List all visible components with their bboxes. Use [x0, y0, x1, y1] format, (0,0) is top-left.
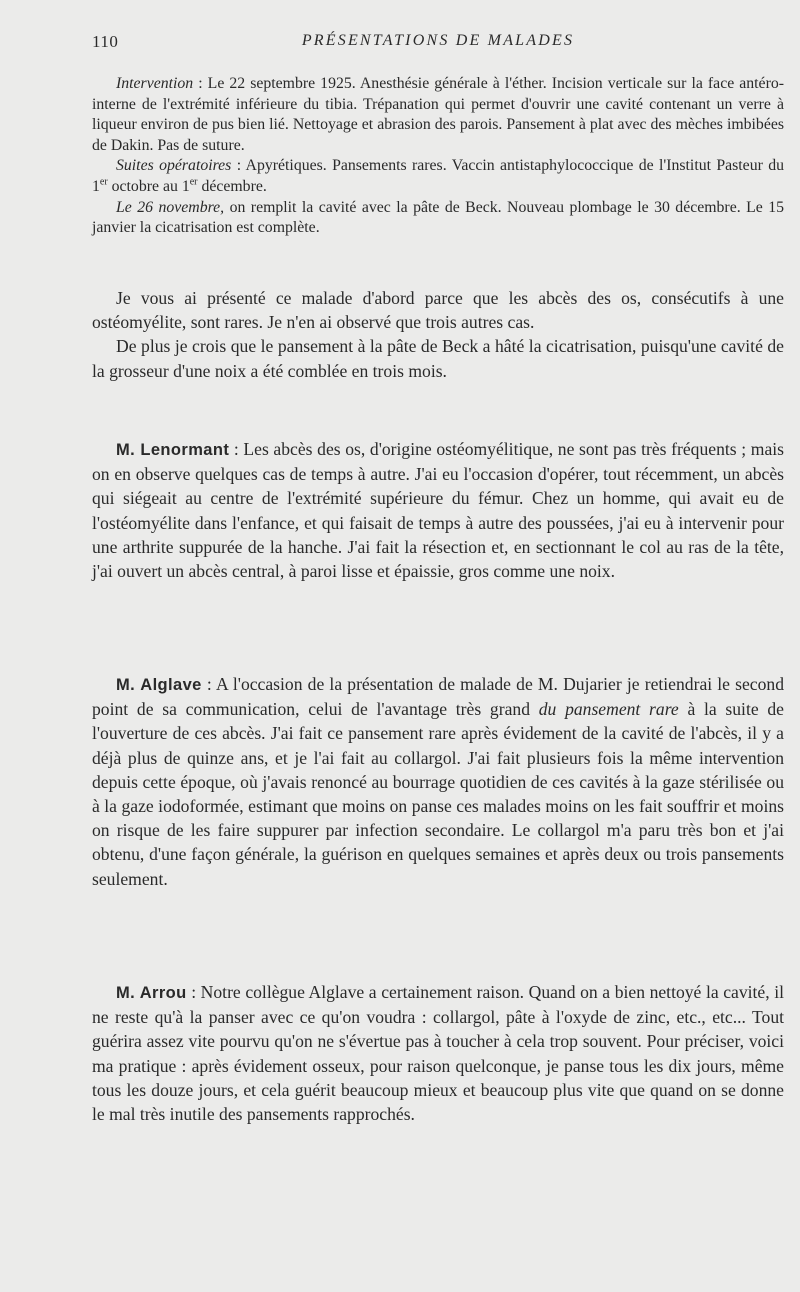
discussion-intro [92, 286, 784, 383]
page-number: 110 [92, 32, 119, 51]
speaker-name: M. Lenormant [116, 441, 230, 459]
intervention-text: : Les abcès des os, d'origine ostéomyélitique, ne sont pas très fréquents ; mais on en observe quelques cas de temps à autre. J'ai eu l'occasion d'opérer, tout récemment, un abcès qui siégeait au centre de l'extrémité supérieure du fémur. Chez un homme, qui avait eu de l'ostéomyélite dans l'enfance, et qui faisait de temps à autre des poussées, j'ai eu à intervenir pour une arthrite suppurée de la hanche. J'ai fait la résection et, en sectionnant le col au ras de la tête, j'ai ouvert un abcès central, à paroi lisse et épaissie, gros comme une noix. [92, 439, 785, 582]
case-note-suites: Suites opératoires : Apyrétiques. Pansements rares. Vaccin antistaphylococcique de l'Institut Pasteur du 1er octobre au 1er décembre. [92, 157, 784, 195]
emphasis: du pansement rare [538, 699, 679, 720]
case-note-november: Le 26 novembre, on remplit la cavité avec la pâte de Beck. Nouveau plombage le 30 décembre. Le 15 janvier la cicatrisation est complète. [92, 198, 784, 237]
page-header [92, 32, 784, 56]
case-note-lead: Suites opératoires [116, 157, 232, 175]
intervention-text: : Notre collègue Alglave a certainement raison. Quand on a bien nettoyé la cavité, il ne reste qu'à la panser avec ce qu'on voudra : collargol, pâte à l'oxyde de zinc, etc., etc... Tout guérira assez vite pourvu qu'on ne s'évertue pas à toucher à cela trop souvent. Pour préciser, voici ma pratique : après évidement osseux, pour raison quelconque, je panse tous les dix jours, même tous les douze jours, et cela guérit beaucoup mieux et beaucoup plus vite que quand on se donne le mal très inutile des pansements rapprochés. [92, 982, 784, 1125]
running-title: PRÉSENTATIONS DE MALADES [301, 32, 575, 49]
intervention-alglave: M. Alglave : A l'occasion de la présentation de malade de M. Dujarier je retiendrai le second point de sa communication, celui de l'avantage très grand du pansement rare à la suite de l'ouverture de ces abcès. J'ai fait ce pansement rare après évidement de la cavité de l'abcès, il y a déjà plus de quinze ans, et je l'ai fait au collargol. J'ai fait plusieurs fois la même intervention depuis cette époque, où j'avais renoncé au bourrage quotidien de ces cavités à la gaze stérilisée ou à la gaze iodoformée, estimant que moins on panse ces malades moins on les fait souffrir et moins on risque de les faire suppurer par infection secondaire. Le collargol m'a paru très bon et j'ai obtenu, d'une façon générale, la guérison en quelques semaines et après deux ou trois pansements seulement. [92, 674, 785, 889]
case-note-intervention: Intervention : Le 22 septembre 1925. Anesthésie générale à l'éther. Incision verticale sur la face antéro-interne de l'extrémité inférieure du tibia. Trépanation qui permet d'ouvrir une cavité contenant un verre à liqueur environ de pus bien lié. Nettoyage et abrasion des parois. Pansement à plat avec des mèches imbibées de Dakin. Pas de suture. [92, 75, 784, 154]
paragraph: De plus je crois que le pansement à la pâte de Beck a hâté la cicatrisation, puisqu'une cavité de la grosseur d'une noix a été comblée en trois mois. [92, 336, 784, 381]
case-note-lead: Le 26 novembre, [116, 198, 225, 216]
speaker-name: M. Arrou [116, 984, 187, 1002]
paragraph: Je vous ai présenté ce malade d'abord parce que les abcès des os, consécutifs à une ostéomyélite, sont rares. Je n'en ai observé que trois autres cas. [92, 288, 784, 333]
speaker-name: M. Alglave [116, 676, 202, 694]
case-notes [92, 74, 784, 239]
intervention-lenormant [92, 437, 784, 583]
case-note-lead: Intervention [116, 75, 194, 92]
intervention-arrou [92, 980, 784, 1126]
